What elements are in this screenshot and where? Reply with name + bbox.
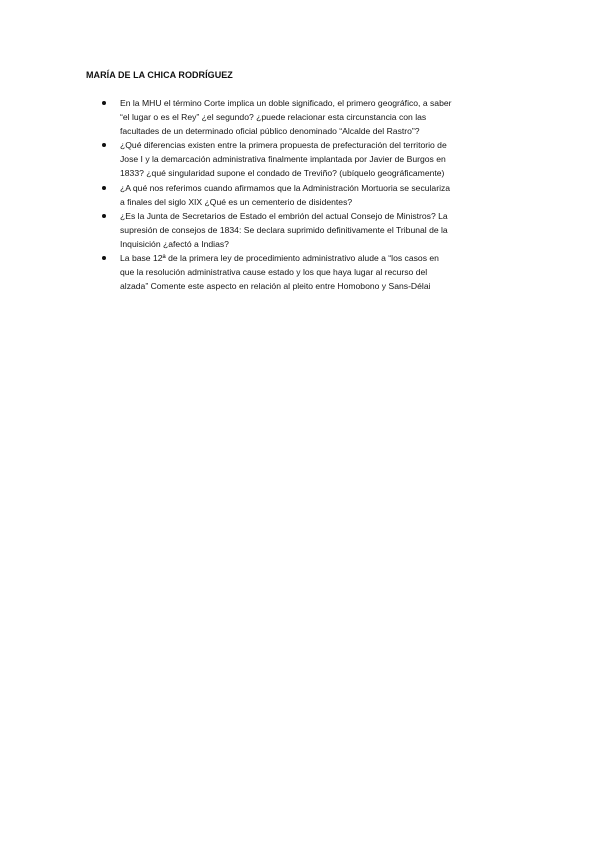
question-line: La base 12ª de la primera ley de procedimiento administrativo alude a “los casos en	[120, 253, 439, 264]
question-line: ¿Qué diferencias existen entre la primera propuesta de prefecturación del territorio de	[120, 140, 447, 151]
bullet-icon	[102, 214, 106, 218]
question-line: En la MHU el término Corte implica un doble significado, el primero geográfico, a saber	[120, 98, 452, 108]
list-item	[100, 96, 520, 138]
bullet-icon	[102, 186, 106, 190]
bullet-icon	[102, 101, 106, 105]
list-item	[100, 209, 520, 251]
bullet-icon	[102, 143, 106, 147]
question-line: supresión de consejos de 1834: Se declara suprimido definitivamente el Tribunal de la	[120, 224, 448, 235]
question-line: 1833? ¿qué singularidad supone el condado de Treviño? (ubíquelo geográficamente)	[120, 168, 445, 179]
question-line: que la resolución administrativa cause estado y los que haya lugar al recurso del	[120, 267, 428, 278]
list-item	[100, 138, 520, 180]
question-line: ¿Es la Junta de Secretarios de Estado el embrión del actual Consejo de Ministros? La	[120, 210, 448, 221]
question-line: facultades de un determinado oficial público denominado “Alcalde del Rastro”?	[120, 126, 420, 137]
bullet-icon	[102, 256, 106, 260]
question-line: ¿A qué nos referimos cuando afirmamos que la Administración Mortuoria se seculariza	[120, 182, 451, 193]
question-list	[100, 96, 520, 293]
question-line: a finales del siglo XIX ¿Qué es un cementerio de disidentes?	[120, 196, 353, 207]
question-line: alzada” Comente este aspecto en relación al pleito entre Homobono y Sans-Délai	[120, 281, 431, 292]
list-item	[100, 251, 520, 293]
author-name: MARÍA DE LA CHICA RODRÍGUEZ	[86, 70, 233, 80]
question-line: Jose I y la demarcación administrativa finalmente implantada por Javier de Burgos en	[120, 154, 446, 165]
question-line: Inquisición ¿afectó a Indias?	[120, 238, 229, 249]
question-line: “el lugar o es el Rey” ¿el segundo? ¿puede relacionar esta circunstancia con las	[120, 112, 427, 123]
list-item	[100, 181, 520, 209]
